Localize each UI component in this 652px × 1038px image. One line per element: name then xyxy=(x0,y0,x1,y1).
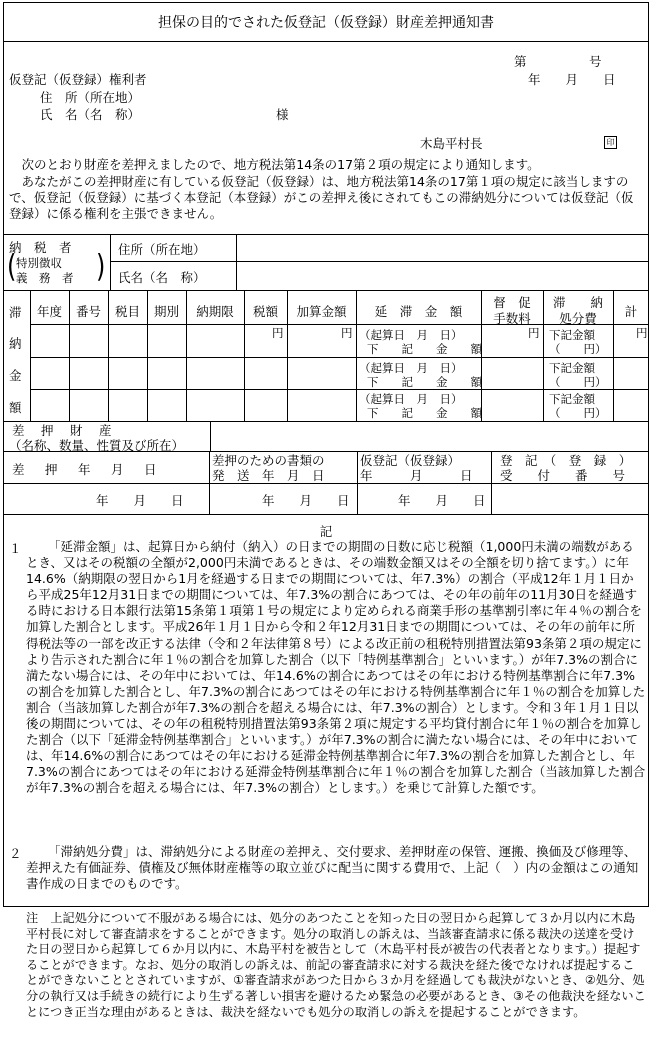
yen-unit: 円 xyxy=(528,326,540,340)
disposal-amount-paren: （ 円） xyxy=(549,342,607,356)
taxpayer-name-label: 氏名（名 称） xyxy=(118,270,206,285)
col-total: 計 xyxy=(624,304,638,319)
paren-right-icon: ) xyxy=(96,247,106,285)
delinquency-amount-note: 下 記 金 額 xyxy=(367,342,482,356)
registration-number-label: 受 付 番 号 xyxy=(500,468,626,483)
col-disposal: 滞 納 xyxy=(552,295,603,310)
yen-unit: 円 xyxy=(272,326,284,340)
doc-send-date-value: 年 月 日 xyxy=(262,493,350,508)
notes-top-line xyxy=(3,514,649,515)
col-demand: 督 促 xyxy=(493,295,531,310)
col-number: 番号 xyxy=(75,304,101,319)
obligor-label: 義 務 者 xyxy=(16,271,74,285)
seizure-date-value: 年 月 日 xyxy=(96,493,184,508)
yen-unit: 円 xyxy=(341,326,353,340)
delinquency-amount-note: 下 記 金 額 xyxy=(367,406,482,420)
col-tax-amount: 税額 xyxy=(252,304,278,319)
col-due-date: 納期限 xyxy=(196,304,234,319)
note-number-2: ２ xyxy=(9,846,22,861)
disposal-amount-paren: （ 円） xyxy=(549,375,607,389)
note-2-text: 「滞納処分費」は、滞納処分による財産の差押え、交付要求、差押財産の保管、運搬、換価及び修理等、差押えた有価証券、債権及び無体財産権等の取立並びに配当に関する費用で、上記（ ）内の金額はこの通知書作成の日までのものです。 xyxy=(26,844,639,892)
arrears-side-label-2: 納 xyxy=(9,336,22,351)
col-fiscal-year: 年度 xyxy=(36,304,62,319)
seized-property-sublabel: （名称、数量、性質及び所在） xyxy=(9,438,185,453)
col-additional-amount: 加算金額 xyxy=(296,304,347,319)
footer-note: 注 上記処分について不服がある場合には、処分のあつたことを知った日の翌日から起算して３か月以内に木島平村長に対して審査請求をすることができます。処分の取消しの訴えは、当該審査請求に係る裁決の送達を受けた日の翌日から起算して６か月以内に、木島平村を被告として（木島平村長が被告の代表者となります。）提起することができます。なお、処分の取消しの訴えは、前記の審査請求に対する裁決を経た後でなければ提起することができないこととされていますが、①審査請求があつた日から３か月を経過しても裁決がないとき、②処分、処分の執行又は手続きの続行により生ずる著しい損害を避けるため緊急の必要があるとき、③その他裁決を経ないことにつき正当な理由があるときは、裁決を経ないでも処分の取消しの訴えを提起することができます。 xyxy=(26,911,646,1019)
seizure-date-label: 差 押 年 月 日 xyxy=(12,462,161,477)
doc-send-date-label-1: 差押のための書類の xyxy=(212,453,325,468)
registration-label: 登 記 （ 登 録 ） xyxy=(500,453,632,468)
provisional-registration-label: 仮登記（仮登録） xyxy=(360,453,461,468)
disposal-amount-paren: （ 円） xyxy=(549,406,607,420)
delinquency-start-date: （起算日 月 日） xyxy=(359,361,463,375)
document-title: 担保の目的でされた仮登記（仮登録）財産差押通知書 xyxy=(158,15,494,31)
col-delinquency-amount: 延 滞 金 額 xyxy=(374,304,463,319)
delinquency-start-date: （起算日 月 日） xyxy=(359,328,463,342)
arrears-side-label-3: 金 xyxy=(9,368,22,383)
delinquency-amount-note: 下 記 金 額 xyxy=(367,375,482,389)
taxpayer-mid-line xyxy=(110,261,649,262)
arrears-top-line xyxy=(3,290,649,291)
col-fee: 手数料 xyxy=(493,311,531,326)
provisional-date-value: 年 月 日 xyxy=(398,493,486,508)
dates-vline xyxy=(209,451,210,514)
seized-property-label: 差 押 財 産 xyxy=(12,423,114,438)
disposal-amount-note: 下記金額 xyxy=(549,361,595,375)
addressee-address-label: 住 所（所在地） xyxy=(40,90,141,105)
note-number-1: １ xyxy=(9,541,22,556)
addressee-heading: 仮登記（仮登録）権利者 xyxy=(9,72,147,87)
arrears-row-line-1 xyxy=(30,357,649,358)
intro-paragraph-2: あなたがこの差押財産に有している仮登記（仮登録）は、地方税法第14条の17第１項の規定に該当しますので、仮登記（仮登録）に基づく本登記（本登録）がこの差押え後にされてもこの滞納処分については仮登記（仮登録）に係る権利を主張できません。 xyxy=(9,174,634,222)
dates-vline xyxy=(357,451,358,514)
special-collector-label: 特別徴収 xyxy=(16,256,62,270)
note-1-text: 「延滞金額」は、起算日から納付（納入）の日までの期間の日数に応じ税額（1,000円未満の端数があるとき、又はその税額の全額が2,000円未満であるときは、その端数金額又はその全額を切り捨てます。）に年14.6%（納期限の翌日から1月を経過する日までの期間については、年7.3%）の割合（平成12年１月１日から平成25年12月31日までの期間については、年7.3%の割合にあつては、その年の前年の11月30日を経過する時における日本銀行法第15条第１項第１号の規定により定められる商業手形の基準割引率に年４％の割合を加算した割合とします。平成26年１月１日から令和２年12月31日までの期間については、その年の前年に所得税法等の一部を改正する法律（令和２年法律第８号）による改正前の租税特別措置法第93条第２項の規定により告示された割合に年１％の割合を加算した割合（以下「特例基準割合」といいます。）が年7.3%の割合に満たない場合には、その年中においては、年14.6%の割合にあつてはその年における特例基準割合に年7.3%の割合を加算した割合とし、年7.3%の割合にあつてはその年における特例基準割合に年１％の割合を加算した割合（当該加算した割合が年7.3%の割合を超える場合には、年7.3%の割合）とします。令和３年１月１日以後の期間については、その年の租税特別措置法第93条第２項に規定する平均貸付割合に年１％の割合を加算した割合（以下「延滞金特例基準割合」といいます。）が年7.3%の割合に満たない場合には、その年中においては、年14.6%の割合にあつてはその年における延滞金特例基準割合に年7.3%の割合を加算した割合とし、年7.3%の割合にあつてはその年における延滞金特例基準割合に年１％の割合を加算した割合（当該加算した割合が年7.3%の割合を超える場合には、年7.3%の割合）とします。）を乗じて計算した額です。 xyxy=(26,539,646,796)
document-date: 年 月 日 xyxy=(528,72,616,87)
addressee-name-label: 氏 名（名 称） xyxy=(40,107,141,122)
yen-unit: 円 xyxy=(636,326,648,340)
arrears-side-label-1: 滞 xyxy=(9,305,22,320)
delinquency-start-date: （起算日 月 日） xyxy=(359,392,463,406)
taxpayer-address-label: 住所（所在地） xyxy=(118,242,206,257)
disposal-amount-note: 下記金額 xyxy=(549,392,595,406)
doc-send-date-label-2: 発 送 年 月 日 xyxy=(212,468,325,483)
taxpayer-vline-1 xyxy=(110,234,111,290)
issuer-name: 木島平村長 xyxy=(420,136,483,151)
arrears-side-label-4: 額 xyxy=(9,400,22,415)
col-period: 期別 xyxy=(153,304,179,319)
disposal-amount-note: 下記金額 xyxy=(549,328,595,342)
notes-title: 記 xyxy=(319,524,333,539)
property-vline xyxy=(210,421,211,451)
seal-icon: 印 xyxy=(604,136,617,149)
taxpayer-top-line xyxy=(3,234,649,235)
paren-left-icon: ( xyxy=(7,247,17,285)
honorific: 様 xyxy=(276,107,289,122)
col-disposal-cost: 処分費 xyxy=(559,311,597,326)
taxpayer-vline-2 xyxy=(236,234,237,290)
document-number: 第 号 xyxy=(514,54,602,69)
intro-paragraph-1: 次のとおり財産を差押えましたので、地方税法第14条の17第２項の規定により通知します。 xyxy=(9,157,540,172)
provisional-registration-date-label: 年 月 日 xyxy=(360,468,473,483)
dates-vline xyxy=(491,451,492,514)
taxpayer-label: 納 税 者 xyxy=(9,240,72,255)
col-tax-item: 税目 xyxy=(114,304,140,319)
title-divider xyxy=(3,41,649,42)
